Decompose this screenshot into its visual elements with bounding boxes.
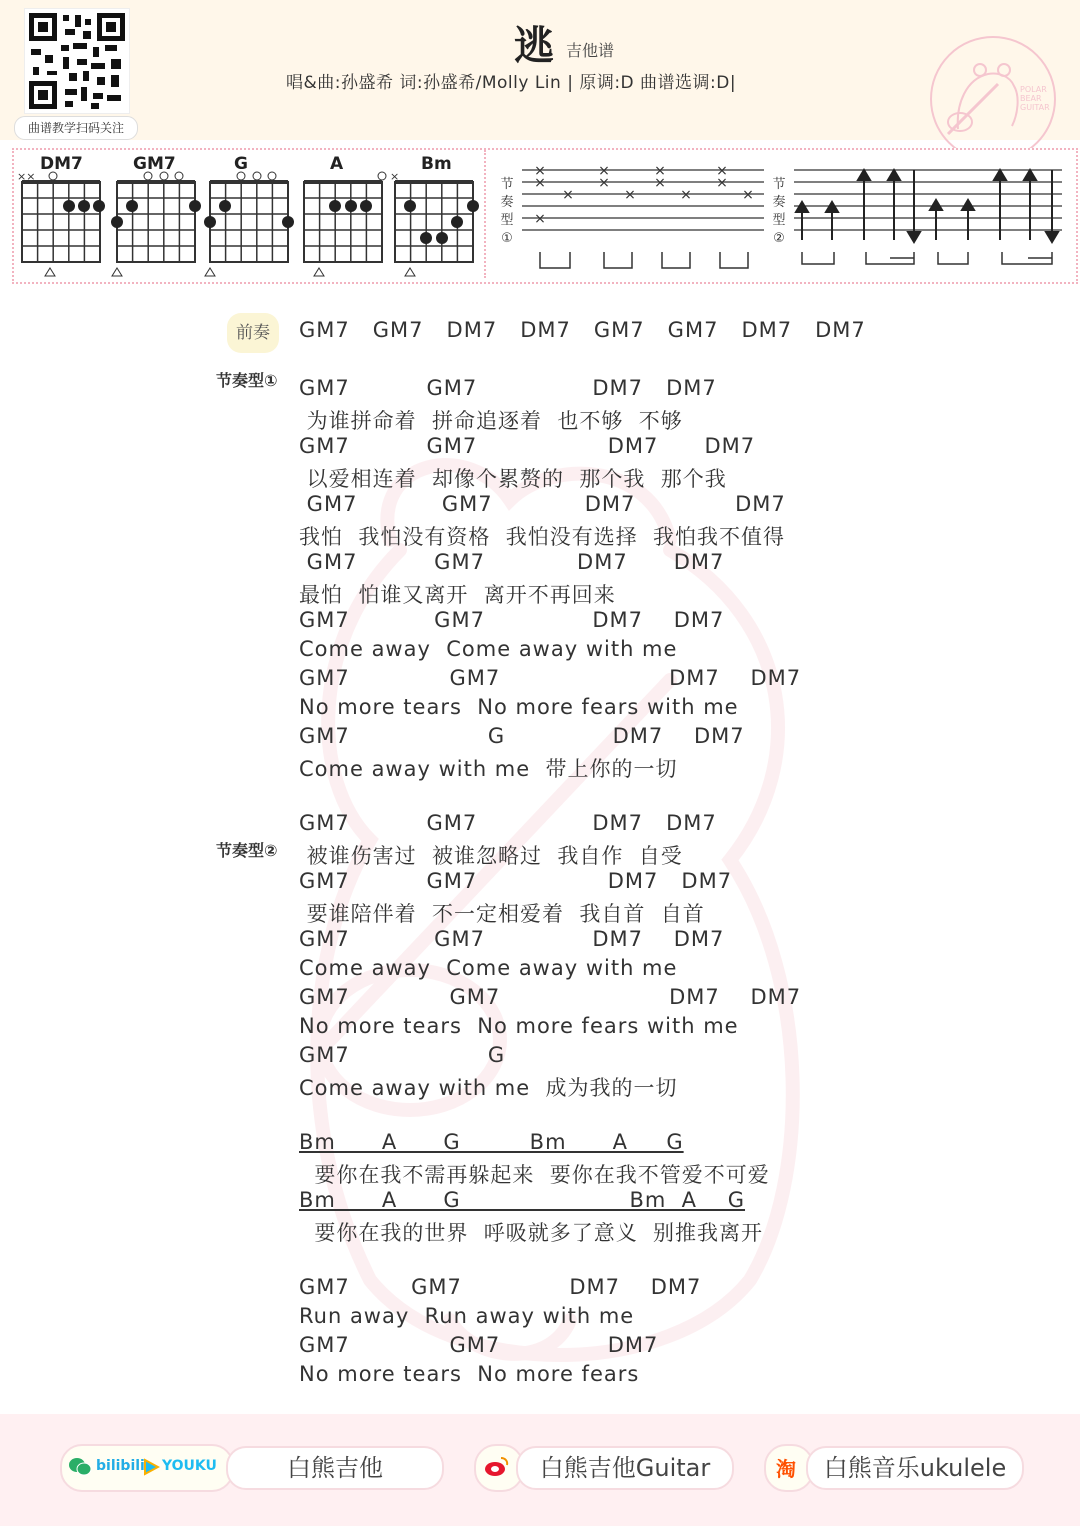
logo-text-2: BEAR <box>1020 94 1042 103</box>
lyric-line: Come away with me 成为我的一切 <box>299 1076 678 1100</box>
lyric-line: No more tears No more fears with me <box>299 695 739 719</box>
section-label-rhythm-2: 节奏型② <box>216 841 278 860</box>
qr-caption: 曲谱教学扫码关注 <box>14 116 138 140</box>
svg-text:×: × <box>534 175 546 191</box>
lyric-line: No more tears No more fears <box>299 1362 640 1386</box>
song-title: 逃 <box>514 23 554 69</box>
svg-text:×: × <box>654 175 666 191</box>
chord-line: GM7 G <box>299 1043 506 1067</box>
lyric-line: Come away with me 带上你的一切 <box>299 757 678 781</box>
chord-line: GM7 GM7 DM7 <box>299 1333 659 1357</box>
lyric-line: 要你在我不需再躲起来 要你在我不管爱不可爱 <box>299 1163 770 1187</box>
lyric-line: Come away Come away with me <box>299 637 678 661</box>
lyric-line: 被谁伤害过 被谁忽略过 我自作 自受 <box>299 844 683 868</box>
chord-line: GM7 GM7 DM7 DM7 <box>299 434 756 458</box>
chord-diagram-gm7 <box>111 172 201 276</box>
svg-text:×: × <box>598 175 610 191</box>
chord-line: GM7 GM7 DM7 DM7 <box>299 492 786 516</box>
wechat-icon <box>68 1456 92 1478</box>
svg-text:×: × <box>562 187 574 203</box>
rhythm-2-char-2: 奏 <box>772 195 786 210</box>
chord-line: Bm A G Bm A G <box>299 1188 746 1212</box>
rhythm-1-char-2: 奏 <box>500 195 514 210</box>
svg-text:×: × <box>624 187 636 203</box>
rhythm-2-char-3: 型 <box>772 213 786 228</box>
lyric-line: No more tears No more fears with me <box>299 1014 739 1038</box>
panel-divider <box>484 150 486 278</box>
chord-line: GM7 GM7 DM7 DM7 <box>299 1275 702 1299</box>
chord-name-dm7: DM7 <box>40 154 83 174</box>
chord-name-bm: Bm <box>421 154 452 174</box>
chord-line: GM7 GM7 DM7 DM7 <box>299 376 717 400</box>
song-subtitle: 吉他谱 <box>566 41 615 60</box>
rhythm-2-char-1: 节 <box>772 177 786 192</box>
lyric-line: 以爱相连着 却像个累赘的 那个我 那个我 <box>299 467 727 491</box>
chord-diagram-a <box>304 172 386 276</box>
lyric-line: 要谁陪伴着 不一定相爱着 我自首 自首 <box>299 902 705 926</box>
chord-name-g: G <box>234 154 248 174</box>
svg-text:×: × <box>390 170 400 183</box>
footer-link-baixiong-jita[interactable]: 白熊吉他 <box>226 1446 444 1490</box>
rhythm-2-char-4: ② <box>773 231 785 246</box>
chord-line: GM7 GM7 DM7 DM7 <box>299 811 717 835</box>
svg-text:×: × <box>534 163 546 179</box>
chord-line: GM7 GM7 DM7 DM7 <box>299 666 802 690</box>
polar-bear-logo-icon <box>928 34 1058 164</box>
rhythm-1-char-4: ① <box>501 231 513 246</box>
rhythm-pattern-2 <box>790 160 1066 275</box>
chord-line-prelude: GM7 GM7 DM7 DM7 GM7 GM7 DM7 DM7 <box>299 318 866 342</box>
chord-diagrams <box>14 168 484 278</box>
svg-text:×: × <box>598 163 610 179</box>
svg-text:×: × <box>716 175 728 191</box>
song-credits: 唱&曲:孙盛希 词:孙盛希/Molly Lin | 原调:D 曲谱选调:D| <box>286 73 737 93</box>
svg-text:×: × <box>654 163 666 179</box>
chord-line: Bm A G Bm A G <box>299 1130 684 1154</box>
chord-line: GM7 GM7 DM7 DM7 <box>299 927 725 951</box>
chord-name-a: A <box>330 154 344 174</box>
svg-text:×: × <box>716 163 728 179</box>
svg-text:×: × <box>680 187 692 203</box>
lyric-line: Come away Come away with me <box>299 956 678 980</box>
chord-line: GM7 GM7 DM7 DM7 <box>299 550 725 574</box>
qr-code[interactable] <box>24 8 130 114</box>
lyric-line: 最怕 怕谁又离开 离开不再回来 <box>299 583 616 607</box>
qr-code-image <box>25 9 129 113</box>
logo-text-3: GUITAR <box>1020 103 1050 112</box>
youku-play-icon <box>142 1458 160 1476</box>
lyric-line: Run away Run away with me <box>299 1304 635 1328</box>
chord-line: GM7 G DM7 DM7 <box>299 724 745 748</box>
taobao-icon: 淘 <box>776 1457 796 1481</box>
svg-text:×: × <box>534 211 546 227</box>
chord-line: GM7 GM7 DM7 DM7 <box>299 608 725 632</box>
rhythm-1-char-1: 节 <box>500 177 514 192</box>
lyric-line: 为谁拼命着 拼命追逐着 也不够 不够 <box>299 409 683 433</box>
chord-line: GM7 GM7 DM7 DM7 <box>299 985 802 1009</box>
chord-line: GM7 GM7 DM7 DM7 <box>299 869 733 893</box>
chord-diagram-g <box>204 172 294 276</box>
footer-link-baixiong-ukulele[interactable]: 白熊音乐ukulele <box>806 1446 1024 1490</box>
bilibili-icon: bilibili <box>96 1458 145 1474</box>
section-label-rhythm-1: 节奏型① <box>216 371 278 390</box>
chord-diagram-bm <box>390 170 479 276</box>
lyric-line: 我怕 我怕没有资格 我怕没有选择 我怕我不值得 <box>299 525 786 549</box>
lyric-line: 要你在我的世界 呼吸就多了意义 别推我离开 <box>299 1221 764 1245</box>
prelude-badge: 前奏 <box>227 313 279 353</box>
footer-link-baixiong-guitar[interactable]: 白熊吉他Guitar <box>516 1446 734 1490</box>
svg-text:××: ×× <box>17 170 36 183</box>
rhythm-pattern-1 <box>518 160 768 275</box>
svg-text:×: × <box>742 187 754 203</box>
rhythm-1-char-3: 型 <box>500 213 514 228</box>
logo-text-1: POLAR <box>1020 85 1047 94</box>
chord-name-gm7: GM7 <box>133 154 176 174</box>
weibo-icon <box>484 1454 510 1478</box>
youku-icon: YOUKU <box>162 1458 217 1474</box>
chord-diagram-dm7 <box>17 170 105 276</box>
